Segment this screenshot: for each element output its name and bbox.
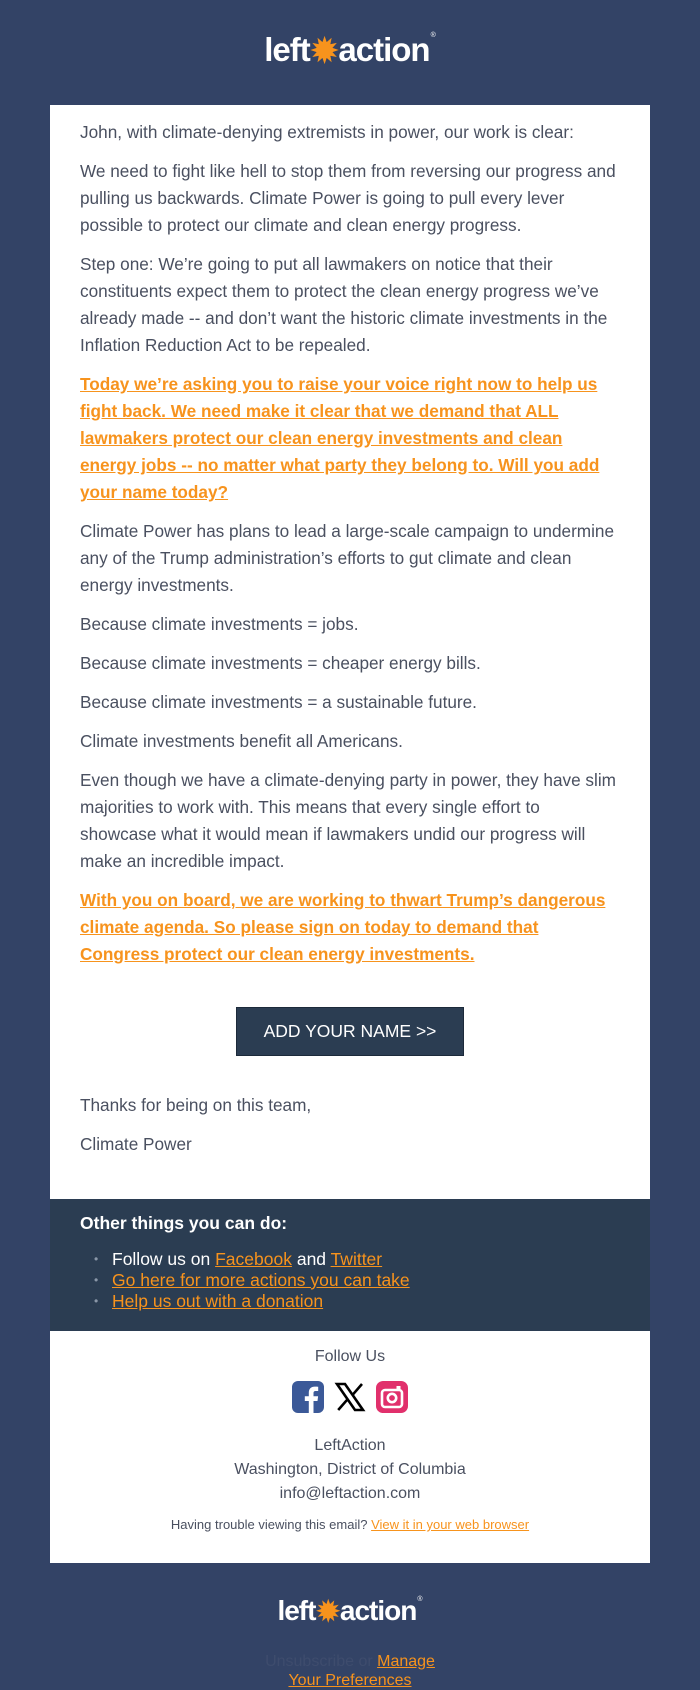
trouble-text: Having trouble viewing this email? xyxy=(170,1517,372,1532)
logo-text-right: action xyxy=(339,1595,417,1626)
logo-star-icon: ✹ xyxy=(310,31,338,69)
view-in-browser-link[interactable]: View it in your web browser xyxy=(371,1517,530,1532)
logo-text-left: left xyxy=(264,31,310,68)
signoff-block xyxy=(80,1092,311,1170)
list-item-donation xyxy=(94,1291,620,1312)
email-body-card xyxy=(50,105,650,1199)
manage-link[interactable]: Manage xyxy=(377,1653,435,1670)
your-preferences-link[interactable]: Your Preferences xyxy=(288,1672,412,1689)
other-actions-list xyxy=(80,1249,620,1312)
body-paragraph: Because climate investments = cheaper energy bills. xyxy=(80,653,481,673)
logo-star-icon: ✹ xyxy=(316,1595,339,1627)
donation-link[interactable]: Help us out with a donation xyxy=(112,1291,324,1311)
leftaction-footer-logo[interactable] xyxy=(0,1592,700,1630)
other-actions-section xyxy=(50,1199,650,1331)
unsubscribe-text[interactable]: Unsubscribe or xyxy=(265,1653,378,1670)
twitter-link[interactable]: Twitter xyxy=(330,1249,383,1269)
body-paragraph: Because climate investments = jobs. xyxy=(80,614,359,634)
body-paragraph: John, with climate-denying extremists in power, our work is clear: xyxy=(80,122,574,142)
org-email: info@leftaction.com xyxy=(279,1485,421,1502)
highlight-link-sign-on[interactable]: With you on board, we are working to thwart Trump’s dangerous climate agenda. So please sign on today to demand that Congress protect our clean energy investments. xyxy=(80,890,606,964)
trouble-viewing-line xyxy=(50,1517,650,1532)
signoff-text: Thanks for being on this team, xyxy=(80,1095,312,1115)
org-address-block xyxy=(50,1434,650,1506)
body-paragraph: Climate Power has plans to lead a large-scale campaign to undermine any of the Trump administration’s efforts to gut climate and clean energy investments. xyxy=(80,521,615,595)
signature-text: Climate Power xyxy=(80,1134,192,1154)
body-paragraph: Because climate investments = a sustainable future. xyxy=(80,692,477,712)
social-icons xyxy=(50,1381,650,1413)
list-item-follow xyxy=(94,1249,620,1270)
email-footer xyxy=(50,1331,650,1563)
body-paragraph: We need to fight like hell to stop them from reversing our progress and pulling us backwards. Climate Power is going to pull every lever possible to protect our climate and clean energy progress. xyxy=(80,161,616,235)
body-paragraph: Climate investments benefit all Americans. xyxy=(80,731,403,751)
org-name: LeftAction xyxy=(314,1437,386,1454)
more-actions-link[interactable]: Go here for more actions you can take xyxy=(112,1270,410,1290)
and-text: and xyxy=(291,1249,331,1269)
other-actions-heading: Other things you can do: xyxy=(80,1213,288,1233)
facebook-link[interactable]: Facebook xyxy=(215,1249,292,1269)
follow-us-label: Follow Us xyxy=(314,1348,386,1365)
x-icon[interactable] xyxy=(334,1381,366,1413)
leftaction-logo[interactable] xyxy=(0,28,700,72)
add-your-name-button[interactable]: ADD YOUR NAME >> xyxy=(236,1007,464,1056)
facebook-icon[interactable] xyxy=(292,1381,324,1413)
logo-text-left: left xyxy=(277,1595,316,1626)
org-location: Washington, District of Columbia xyxy=(234,1461,466,1478)
unsubscribe-block xyxy=(0,1652,700,1690)
instagram-icon[interactable] xyxy=(376,1381,408,1413)
body-paragraph: Step one: We’re going to put all lawmakers on notice that their constituents expect them to protect the clean energy progress we’ve already made -- and don’t want the historic climate investments in the Inflation Reduction Act to be repealed. xyxy=(80,254,608,355)
cta-container xyxy=(80,980,620,1056)
follow-prefix-text: Follow us on xyxy=(112,1249,216,1269)
body-paragraph: Even though we have a climate-denying party in power, they have slim majorities to work with. This means that every single effort to showcase what it would mean if lawmakers undid our progress will make an incredible impact. xyxy=(80,770,616,871)
highlight-link-sign-petition[interactable]: Today we’re asking you to raise your voice right now to help us fight back. We need make it clear that we demand that ALL lawmakers protect our clean energy investments and clean energy jobs -- no matter what party they belong to. Will you add your name today? xyxy=(80,374,600,502)
logo-text-right: action xyxy=(338,31,430,68)
logo-registered-mark: ® xyxy=(417,1596,423,1603)
logo-registered-mark: ® xyxy=(430,32,436,39)
list-item-actions xyxy=(94,1270,620,1291)
